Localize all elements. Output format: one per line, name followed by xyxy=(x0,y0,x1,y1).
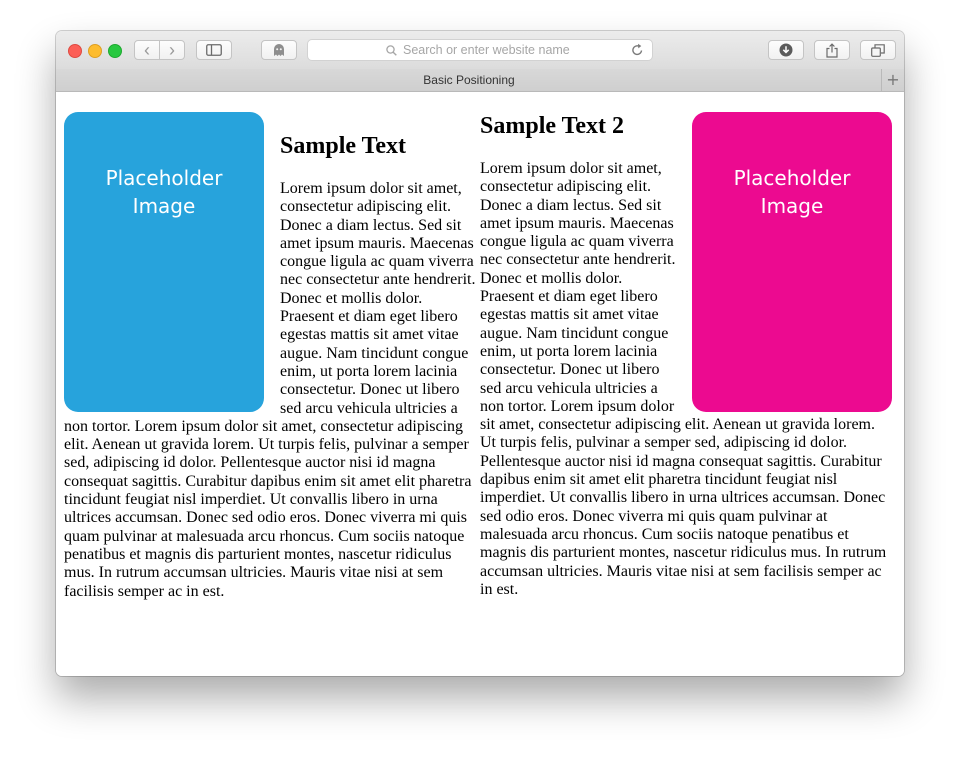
placeholder-text-line-2: Image xyxy=(760,194,824,218)
sidebar-icon xyxy=(206,44,222,56)
new-tab-button[interactable] xyxy=(881,69,904,91)
heading-sample-text-2: Sample Text 2 xyxy=(480,113,625,139)
minimize-icon[interactable] xyxy=(88,44,102,58)
forward-button[interactable] xyxy=(159,40,185,60)
sidebar-button[interactable] xyxy=(196,40,232,60)
privacy-button[interactable] xyxy=(261,40,297,60)
search-icon xyxy=(386,45,397,56)
placeholder-text-line-1: Placeholder xyxy=(733,166,851,190)
tab-title-label: Basic Positioning xyxy=(423,73,515,87)
plus-icon: + xyxy=(886,70,900,89)
chevron-left-icon: ‹ xyxy=(144,40,150,60)
heading-sample-text: Sample Text xyxy=(280,133,407,159)
back-button[interactable] xyxy=(134,40,160,60)
address-bar[interactable] xyxy=(307,39,653,61)
tab-overview-button[interactable] xyxy=(860,40,896,60)
share-icon xyxy=(826,43,838,58)
paragraph-right: Lorem ipsum dolor sit amet, consectetur adipiscing elit. Donec a diam lectus. Sed sit amet ipsum mauris. Maecenas congue ligula ac quam viverra nec consectetur ante hendrerit. Donec et mollis dolor. Praesent et diam eget libero egestas mattis sit amet vitae augue. Nam tincidunt congue enim, ut porta lorem lacinia consectetur. Donec ut libero sed arcu vehicula ultricies a non tortor. Lorem ipsum dolor sit amet, consectetur adipiscing elit. Aenean ut gravida lorem. Ut turpis felis, pulvinar a semper sed, adipiscing id dolor. Pellentesque auctor nisi id magna consequat sagittis. Curabitur dapibus enim sit amet elit pharetra tincidunt feugiat nisl imperdiet. Ut convallis libero in urna ultrices accumsan. Donec sed odio eros. Donec viverra mi quis quam pulvinar at malesuada arcu rhoncus. Cum sociis natoque penatibus et magnis dis parturient montes, nascetur ridiculus mus. In rutrum accumsan ultricies. Mauris vitae nisi at sem facilisis semper ac in est. xyxy=(480,160,887,598)
chevron-right-icon: › xyxy=(169,40,175,60)
share-button[interactable] xyxy=(814,40,850,60)
placeholder-text-line-2: Image xyxy=(132,194,196,218)
downloads-button[interactable] xyxy=(768,40,804,60)
placeholder-image-left xyxy=(64,112,264,412)
tab-basic-positioning[interactable] xyxy=(56,69,882,91)
placeholder-text-line-1: Placeholder xyxy=(105,166,223,190)
browser-window xyxy=(56,31,904,676)
close-icon[interactable] xyxy=(68,44,82,58)
browser-toolbar xyxy=(56,31,904,70)
tab-bar xyxy=(56,69,904,92)
reload-icon[interactable] xyxy=(631,43,644,57)
download-icon xyxy=(779,43,793,57)
ghost-icon xyxy=(273,43,285,57)
placeholder-image-right xyxy=(692,112,892,412)
page-content xyxy=(56,92,904,676)
address-placeholder: Search or enter website name xyxy=(403,43,570,57)
tab-overview-icon xyxy=(871,44,885,57)
left-column xyxy=(64,112,476,601)
right-column xyxy=(480,112,892,599)
paragraph-left: Lorem ipsum dolor sit amet, consectetur adipiscing elit. Donec a diam lectus. Sed sit amet ipsum mauris. Maecenas congue ligula ac quam viverra nec consectetur ante hendrerit. Donec et mollis dolor. Praesent et diam eget libero egestas mattis sit amet vitae augue. Nam tincidunt congue enim, ut porta lorem lacinia consectetur. Donec ut libero sed arcu vehicula ultricies a non tortor. Lorem ipsum dolor sit amet, consectetur adipiscing elit. Aenean ut gravida lorem. Ut turpis felis, pulvinar a semper sed, adipiscing id dolor. Pellentesque auctor nisi id magna consequat sagittis. Curabitur dapibus enim sit amet elit pharetra tincidunt feugiat nisl imperdiet. Ut convallis libero in urna ultrices accumsan. Donec sed odio eros. Donec viverra mi quis quam pulvinar at malesuada arcu rhoncus. Cum sociis natoque penatibus et magnis dis parturient montes, nascetur ridiculus mus. In rutrum accumsan ultricies. Mauris vitae nisi at sem facilisis semper ac in est. xyxy=(64,180,476,600)
zoom-icon[interactable] xyxy=(108,44,122,58)
